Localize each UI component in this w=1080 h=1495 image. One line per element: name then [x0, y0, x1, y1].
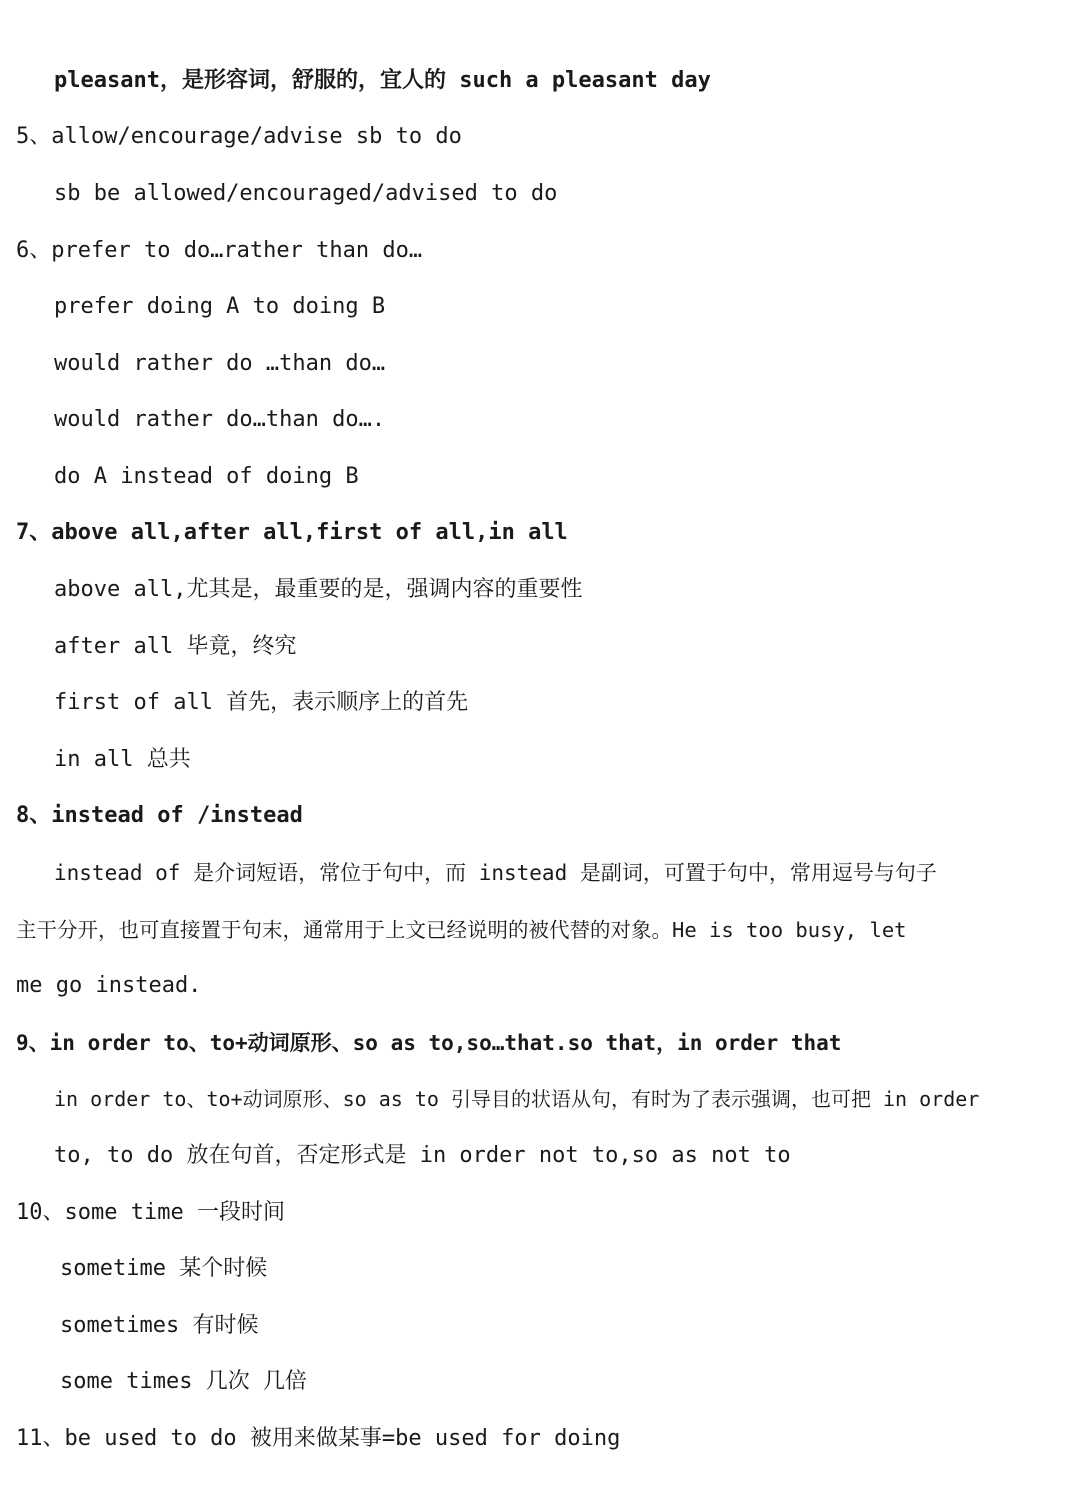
- text-line: do A instead of doing B: [54, 464, 359, 489]
- paragraph-line: 主干分开，也可直接置于句末，通常用于上文已经说明的被代替的对象。He is too busy, let: [16, 918, 907, 942]
- heading-8: 8、instead of /instead: [16, 803, 303, 828]
- paragraph-line: in order to、to+动词原形、so as to 引导目的状语从句，有时为了表示强调，也可把 in order: [54, 1087, 980, 1111]
- text-line: sometimes 有时候: [60, 1313, 259, 1338]
- paragraph-line: me go instead.: [16, 973, 202, 998]
- heading-11: 11、be used to do 被用来做某事=be used for doing: [16, 1426, 621, 1451]
- heading-7: 7、above all,after all,first of all,in all: [16, 520, 568, 545]
- text-line: would rather do…than do….: [54, 407, 386, 432]
- text-line: sb be allowed/encouraged/advised to do: [54, 181, 558, 206]
- text-line: sometime 某个时候: [60, 1256, 268, 1281]
- text-line: first of all 首先，表示顺序上的首先: [54, 690, 469, 715]
- heading-9: 9、in order to、to+动词原形、so as to,so…that.so that，in order that: [16, 1031, 842, 1055]
- heading-10: 10、some time 一段时间: [16, 1200, 285, 1225]
- text-line: some times 几次 几倍: [60, 1369, 307, 1394]
- text-line: above all,尤其是，最重要的是，强调内容的重要性: [54, 577, 583, 602]
- heading-5: 5、allow/encourage/advise sb to do: [16, 124, 462, 149]
- paragraph-line: to, to do 放在句首，否定形式是 in order not to,so as not to: [54, 1143, 791, 1168]
- text-line: prefer doing A to doing B: [54, 294, 386, 319]
- text-line: after all 毕竟，终究: [54, 634, 297, 659]
- heading-6: 6、prefer to do…rather than do…: [16, 238, 423, 263]
- text-line-pleasant: pleasant，是形容词，舒服的，宜人的 such a pleasant day: [54, 68, 711, 93]
- paragraph-line: instead of 是介词短语，常位于句中，而 instead 是副词，可置于句中，常用逗号与句子: [54, 861, 937, 885]
- text-line: in all 总共: [54, 747, 191, 772]
- text-line: would rather do …than do…: [54, 351, 386, 376]
